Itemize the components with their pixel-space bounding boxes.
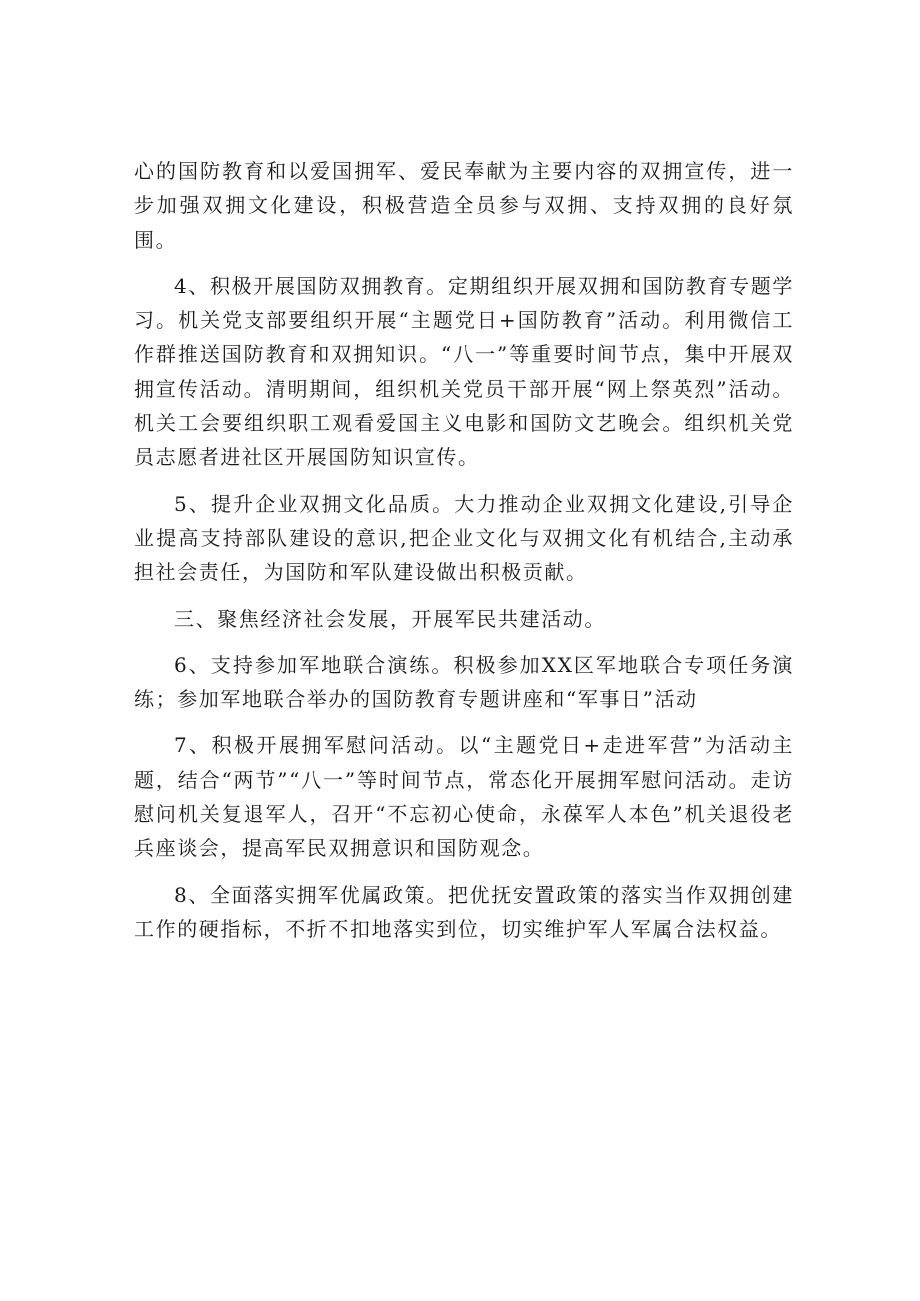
paragraph-item-6: 6、支持参加军地联合演练。积极参加XX区军地联合专项任务演练；参加军地联合举办的国防教育专题讲座和“军事日”活动 bbox=[134, 652, 794, 712]
section-heading-3: 三、聚焦经济社会发展，开展军民共建活动。 bbox=[174, 606, 606, 631]
paragraph-item-7: 7、积极开展拥军慰问活动。以“主题党日+走进军营”为活动主题，结合“两节”“八一”等时间节点，常态化开展拥军慰问活动。走访慰问机关复退军人，召开“不忘初心使命，永葆军人本色”机关退役老兵座谈会，提高军民双拥意识和国防观念。 bbox=[134, 733, 794, 861]
paragraph-item-8: 8、全面落实拥军优属政策。把优抚安置政策的落实当作双拥创建工作的硬指标，不折不扣地落实到位，切实维护军人军属合法权益。 bbox=[134, 882, 794, 941]
paragraph-item-4: 4、积极开展国防双拥教育。定期组织开展双拥和国防教育专题学习。机关党支部要组织开展“主题党日+国防教育”活动。利用微信工作群推送国防教育和双拥知识。“八一”等重要时间节点，集中开展双拥宣传活动。清明期间，组织机关党员干部开展“网上祭英烈”活动。机关工会要组织职工观看爱国主义电影和国防文艺晚会。组织机关党员志愿者进社区开展国防知识宣传。 bbox=[134, 273, 794, 470]
paragraph-continuation: 心的国防教育和以爱国拥军、爱民奉献为主要内容的双拥宣传，进一步加强双拥文化建设，积极营造全员参与双拥、支持双拥的良好氛围。 bbox=[134, 159, 794, 252]
paragraph-item-5: 5、提升企业双拥文化品质。大力推动企业双拥文化建设,引导企业提高支持部队建设的意识,把企业文化与双拥文化有机结合,主动承担社会责任，为国防和军队建设做出积极贡献。 bbox=[134, 491, 794, 585]
document-body bbox=[134, 154, 794, 958]
